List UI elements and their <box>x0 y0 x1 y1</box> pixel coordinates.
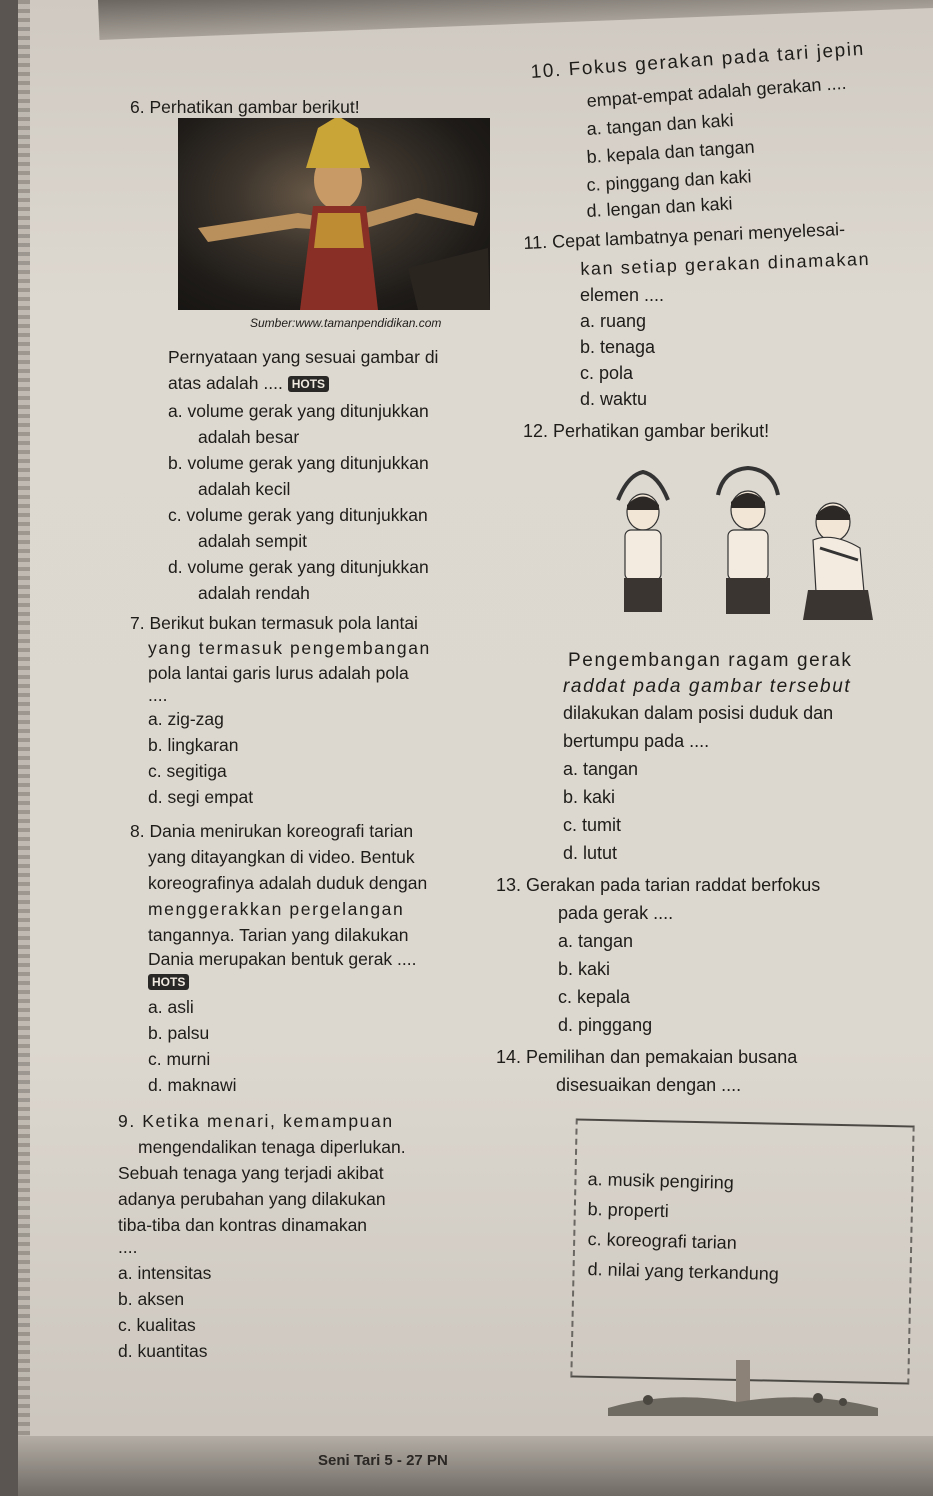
q11-option-a[interactable]: a. ruang <box>580 311 647 331</box>
q13-option-d[interactable]: d. pinggang <box>558 1015 653 1035</box>
q13-option-a[interactable]: a. tangan <box>558 931 634 951</box>
q12-option-b[interactable]: b. kaki <box>563 787 616 807</box>
q12-stem-line1: Pengembangan ragam gerak <box>568 650 853 671</box>
q8-stem-line6: Dania merupakan bentuk gerak .... <box>148 949 417 969</box>
q13-option-b[interactable]: b. kaki <box>558 959 611 979</box>
dancer-headdress <box>306 118 370 168</box>
q14-stem-line1: 14. Pemilihan dan pemakaian busana <box>496 1047 798 1067</box>
q7-stem-line1: 7. Berikut bukan termasuk pola lantai <box>130 613 418 633</box>
photo-caption: Sumber:www.tamanpendidikan.com <box>250 316 442 330</box>
dancer-left-arm <box>198 213 328 242</box>
q8-stem-line3: koreografinya adalah duduk dengan <box>148 873 428 893</box>
q11-stem-line2: kan setiap gerakan dinamakan <box>580 248 871 279</box>
q7-stem-line4: .... <box>148 685 168 705</box>
dancer-figure-1 <box>618 472 668 612</box>
q9-stem-line6: .... <box>118 1237 138 1257</box>
q8-stem-line1: 8. Dania menirukan koreografi tarian <box>130 821 414 841</box>
dancer-photo <box>178 118 490 310</box>
q9-stem-line5: tiba-tiba dan kontras dinamakan <box>118 1215 368 1235</box>
q6-prompt: 6. Perhatikan gambar berikut! <box>130 97 360 117</box>
q8-option-a[interactable]: a. asli <box>148 997 194 1017</box>
dancer-scarf <box>408 248 490 310</box>
q6-option-d[interactable]: d. volume gerak yang ditunjukkan <box>168 557 429 577</box>
q10-option-d[interactable]: d. lengan dan kaki <box>586 193 734 221</box>
dancer-figure-2 <box>718 468 778 614</box>
q10-option-c[interactable]: c. pinggang dan kaki <box>586 166 752 195</box>
q13-stem-line1: 13. Gerakan pada tarian raddat berfokus <box>496 875 821 895</box>
textbook-page <box>18 0 933 1496</box>
q14-options-board <box>570 1118 914 1384</box>
dancer-sash <box>314 213 364 248</box>
q6-option-b[interactable]: b. volume gerak yang ditunjukkan <box>168 453 429 473</box>
q14-option-b[interactable]: b. properti <box>587 1198 669 1222</box>
q14-option-c[interactable]: c. koreografi tarian <box>587 1228 738 1253</box>
q6-option-c[interactable]: c. volume gerak yang ditunjukkan <box>168 505 428 525</box>
q9-option-a[interactable]: a. intensitas <box>118 1263 212 1283</box>
q11-option-b[interactable]: b. tenaga <box>580 337 656 357</box>
q13-stem-line2: pada gerak .... <box>558 903 674 923</box>
binding-edge <box>18 0 30 1496</box>
q11-option-c[interactable]: c. pola <box>580 363 634 383</box>
q9-option-d[interactable]: d. kuantitas <box>118 1341 208 1361</box>
balinese-dancer-illustration <box>178 118 490 310</box>
q9-stem-line2: mengendalikan tenaga diperlukan. <box>138 1137 406 1157</box>
q6-stem-line1: Pernyataan yang sesuai gambar di <box>168 347 439 367</box>
q7-stem-line2: yang termasuk pengembangan <box>148 638 431 658</box>
signboard-ground-decoration <box>588 1360 898 1420</box>
q9-stem-line1: 9. Ketika menari, kemampuan <box>118 1111 394 1131</box>
q7-option-d[interactable]: d. segi empat <box>148 787 254 807</box>
q7-stem-line3: pola lantai garis lurus adalah pola <box>148 663 409 683</box>
q8-option-c[interactable]: c. murni <box>148 1049 211 1069</box>
q9-stem-line4: adanya perubahan yang dilakukan <box>118 1189 386 1209</box>
q6-option-a[interactable]: a. volume gerak yang ditunjukkan <box>168 401 429 421</box>
q8-stem-line2: yang ditayangkan di video. Bentuk <box>148 847 415 867</box>
q6-option-a-cont: adalah besar <box>198 427 300 447</box>
q7-option-a[interactable]: a. zig-zag <box>148 709 224 729</box>
q7-option-b[interactable]: b. lingkaran <box>148 735 239 755</box>
page-bottom-shadow <box>18 1436 933 1496</box>
q8-option-d[interactable]: d. maknawi <box>148 1075 237 1095</box>
q10-option-b[interactable]: b. kepala dan tangan <box>586 136 756 167</box>
q9-stem-line3: Sebuah tenaga yang terjadi akibat <box>118 1163 384 1183</box>
q6-option-b-cont: adalah kecil <box>198 479 291 499</box>
page-top-shadow <box>98 0 933 40</box>
q10-stem-line1: 10. Fokus gerakan pada tari jepin <box>530 38 866 83</box>
dancer-figure-3 <box>803 503 873 620</box>
q9-option-c[interactable]: c. kualitas <box>118 1315 196 1335</box>
q11-option-d[interactable]: d. waktu <box>580 389 648 409</box>
q12-stem-line4: bertumpu pada .... <box>563 731 710 751</box>
hots-badge: HOTS <box>288 376 329 392</box>
q6-option-c-cont: adalah sempit <box>198 531 307 551</box>
q7-option-c[interactable]: c. segitiga <box>148 761 227 781</box>
q12-stem-line3: dilakukan dalam posisi duduk dan <box>563 703 834 723</box>
q8-hots-line <box>148 970 189 992</box>
q12-stem-line2: raddat pada gambar tersebut <box>563 676 852 697</box>
q6-option-d-cont: adalah rendah <box>198 583 310 603</box>
q8-option-b[interactable]: b. palsu <box>148 1023 210 1043</box>
q9-option-b[interactable]: b. aksen <box>118 1289 185 1309</box>
q11-stem-line1: 11. Cepat lambatnya penari menyelesai- <box>523 218 846 253</box>
q14-stem-line2: disesuaikan dengan .... <box>556 1075 742 1095</box>
q14-option-d[interactable]: d. nilai yang terkandung <box>587 1258 780 1284</box>
q6-stem-line2: atas adalah .... HOTS <box>168 372 329 394</box>
hots-badge: HOTS <box>148 974 189 990</box>
q13-option-c[interactable]: c. kepala <box>558 987 631 1007</box>
q12-option-d[interactable]: d. lutut <box>563 843 618 863</box>
raddat-dancers-illustration <box>598 460 898 625</box>
signpost-icon <box>736 1360 750 1402</box>
q11-stem-line3: elemen .... <box>580 285 665 305</box>
q12-prompt: 12. Perhatikan gambar berikut! <box>523 421 770 441</box>
q8-stem-line4: menggerakkan pergelangan <box>148 899 405 919</box>
q10-option-a[interactable]: a. tangan dan kaki <box>586 110 735 139</box>
q10-stem-line2: empat-empat adalah gerakan .... <box>586 72 847 111</box>
q14-option-a[interactable]: a. musik pengiring <box>587 1168 735 1193</box>
q8-stem-line5: tangannya. Tarian yang dilakukan <box>148 925 409 945</box>
q12-option-a[interactable]: a. tangan <box>563 759 639 779</box>
page-footer: Seni Tari 5 - 27 PN <box>318 1452 448 1469</box>
q12-option-c[interactable]: c. tumit <box>563 815 622 835</box>
